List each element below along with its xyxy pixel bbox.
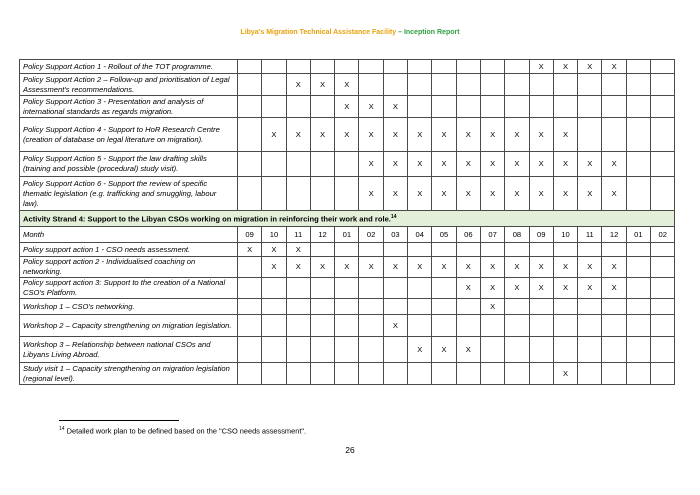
- schedule-cell: X: [383, 315, 407, 337]
- schedule-cell: [286, 60, 310, 74]
- schedule-cell: [651, 177, 675, 211]
- schedule-cell: [262, 278, 286, 299]
- schedule-cell: [310, 60, 334, 74]
- month-cell: 11: [286, 227, 310, 243]
- schedule-cell: [262, 96, 286, 118]
- schedule-cell: X: [359, 118, 383, 152]
- schedule-cell: [359, 243, 383, 257]
- schedule-cell: [359, 74, 383, 96]
- schedule-cell: [335, 60, 359, 74]
- schedule-cell: [626, 96, 650, 118]
- schedule-cell: [651, 96, 675, 118]
- schedule-cell: [262, 177, 286, 211]
- schedule-cell: [238, 60, 262, 74]
- month-cell: 02: [359, 227, 383, 243]
- page-number: 26: [345, 445, 355, 455]
- schedule-cell: [651, 243, 675, 257]
- schedule-cell: X: [310, 118, 334, 152]
- schedule-cell: [310, 177, 334, 211]
- schedule-cell: X: [262, 118, 286, 152]
- schedule-cell: [651, 60, 675, 74]
- schedule-cell: X: [578, 152, 602, 177]
- month-cell: 03: [383, 227, 407, 243]
- schedule-cell: X: [408, 118, 432, 152]
- schedule-cell: [505, 337, 529, 363]
- cso-action-row: [20, 315, 675, 337]
- schedule-cell: [651, 315, 675, 337]
- schedule-cell: [383, 243, 407, 257]
- schedule-cell: [432, 278, 456, 299]
- schedule-cell: [578, 337, 602, 363]
- schedule-cell: [626, 243, 650, 257]
- schedule-cell: X: [529, 278, 553, 299]
- schedule-cell: X: [359, 152, 383, 177]
- schedule-cell: [335, 243, 359, 257]
- schedule-cell: [578, 118, 602, 152]
- action-label: Workshop 3 – Relationship between national CSOs and Libyans Living Abroad.: [20, 337, 238, 363]
- activity-strand-row: [20, 211, 675, 227]
- action-label: Workshop 1 – CSO's networking.: [20, 299, 238, 315]
- schedule-cell: X: [505, 118, 529, 152]
- schedule-cell: [505, 60, 529, 74]
- schedule-cell: X: [310, 74, 334, 96]
- schedule-cell: [286, 278, 310, 299]
- schedule-cell: [602, 74, 626, 96]
- month-cell: 04: [408, 227, 432, 243]
- schedule-cell: [432, 60, 456, 74]
- schedule-cell: [359, 337, 383, 363]
- month-cell: 08: [505, 227, 529, 243]
- schedule-cell: [408, 60, 432, 74]
- cso-action-row: [20, 243, 675, 257]
- action-label: Policy Support Action 5 - Support the law drafting skills (training and possible (procedural) study visit).: [20, 152, 238, 177]
- page-header: [0, 29, 700, 36]
- schedule-cell: [310, 278, 334, 299]
- schedule-cell: [238, 177, 262, 211]
- schedule-cell: X: [335, 96, 359, 118]
- schedule-cell: [456, 315, 480, 337]
- schedule-cell: X: [335, 118, 359, 152]
- schedule-cell: [359, 60, 383, 74]
- schedule-cell: [335, 337, 359, 363]
- footnote-divider: [59, 420, 179, 421]
- activity-strand-title: [20, 211, 675, 227]
- action-label: Workshop 2 – Capacity strengthening on migration legislation.: [20, 315, 238, 337]
- schedule-cell: X: [505, 152, 529, 177]
- schedule-cell: [432, 299, 456, 315]
- schedule-cell: X: [505, 257, 529, 278]
- schedule-cell: [602, 337, 626, 363]
- schedule-cell: [310, 315, 334, 337]
- schedule-cell: X: [480, 152, 504, 177]
- policy-action-row: [20, 118, 675, 152]
- schedule-cell: [651, 152, 675, 177]
- policy-action-row: [20, 60, 675, 74]
- schedule-cell: X: [432, 177, 456, 211]
- schedule-cell: [626, 257, 650, 278]
- schedule-cell: X: [262, 257, 286, 278]
- work-plan-table: [19, 59, 675, 385]
- month-cell: 06: [456, 227, 480, 243]
- schedule-cell: [553, 299, 577, 315]
- month-cell: 12: [310, 227, 334, 243]
- cso-action-row: [20, 363, 675, 385]
- schedule-cell: [238, 337, 262, 363]
- schedule-cell: [602, 96, 626, 118]
- month-cell: 05: [432, 227, 456, 243]
- schedule-cell: X: [262, 243, 286, 257]
- schedule-cell: X: [286, 243, 310, 257]
- action-label: Policy Support Action 3 - Presentation and analysis of international standards as regards migration.: [20, 96, 238, 118]
- schedule-cell: [286, 96, 310, 118]
- schedule-cell: X: [553, 177, 577, 211]
- schedule-cell: X: [480, 278, 504, 299]
- schedule-cell: X: [335, 257, 359, 278]
- schedule-cell: X: [505, 177, 529, 211]
- schedule-cell: [359, 363, 383, 385]
- schedule-cell: X: [432, 118, 456, 152]
- action-label: Policy support action 2 - Individualised coaching on networking.: [20, 257, 238, 278]
- schedule-cell: [480, 96, 504, 118]
- schedule-cell: X: [456, 278, 480, 299]
- schedule-cell: [578, 299, 602, 315]
- schedule-cell: [529, 315, 553, 337]
- schedule-cell: [651, 363, 675, 385]
- schedule-cell: [383, 60, 407, 74]
- schedule-cell: X: [480, 177, 504, 211]
- schedule-cell: X: [480, 299, 504, 315]
- schedule-cell: [408, 96, 432, 118]
- month-cell: 11: [578, 227, 602, 243]
- schedule-cell: [262, 315, 286, 337]
- schedule-cell: [286, 299, 310, 315]
- month-cell: 07: [480, 227, 504, 243]
- schedule-cell: [310, 96, 334, 118]
- schedule-cell: X: [383, 177, 407, 211]
- schedule-cell: [480, 74, 504, 96]
- schedule-cell: [432, 243, 456, 257]
- schedule-cell: [456, 60, 480, 74]
- schedule-cell: [383, 363, 407, 385]
- schedule-cell: [383, 299, 407, 315]
- schedule-cell: [238, 152, 262, 177]
- schedule-cell: [626, 299, 650, 315]
- schedule-cell: [651, 337, 675, 363]
- action-label: Policy support action 3: Support to the creation of a National CSO's Platform.: [20, 278, 238, 299]
- schedule-cell: [553, 337, 577, 363]
- schedule-cell: [335, 152, 359, 177]
- month-cell: 10: [262, 227, 286, 243]
- schedule-cell: [602, 243, 626, 257]
- schedule-cell: [286, 315, 310, 337]
- schedule-cell: X: [529, 257, 553, 278]
- schedule-cell: X: [383, 96, 407, 118]
- schedule-cell: X: [529, 177, 553, 211]
- schedule-cell: [480, 60, 504, 74]
- month-cell: 10: [553, 227, 577, 243]
- schedule-cell: X: [408, 152, 432, 177]
- schedule-cell: [626, 118, 650, 152]
- schedule-cell: [262, 152, 286, 177]
- schedule-cell: X: [602, 278, 626, 299]
- schedule-cell: [626, 337, 650, 363]
- schedule-cell: [335, 315, 359, 337]
- schedule-cell: X: [456, 337, 480, 363]
- schedule-cell: [408, 315, 432, 337]
- schedule-cell: [383, 337, 407, 363]
- schedule-cell: X: [359, 96, 383, 118]
- schedule-cell: [578, 315, 602, 337]
- schedule-cell: X: [529, 60, 553, 74]
- schedule-cell: [408, 299, 432, 315]
- schedule-cell: [359, 315, 383, 337]
- cso-action-row: [20, 257, 675, 278]
- schedule-cell: [602, 363, 626, 385]
- schedule-cell: [529, 243, 553, 257]
- schedule-cell: [480, 243, 504, 257]
- schedule-cell: [505, 96, 529, 118]
- schedule-cell: X: [553, 60, 577, 74]
- footnote-number: 14: [59, 426, 65, 432]
- policy-action-row: [20, 152, 675, 177]
- schedule-cell: [602, 299, 626, 315]
- schedule-cell: [286, 152, 310, 177]
- schedule-cell: [286, 363, 310, 385]
- schedule-cell: [310, 152, 334, 177]
- schedule-cell: X: [578, 177, 602, 211]
- schedule-cell: [238, 118, 262, 152]
- schedule-cell: X: [359, 257, 383, 278]
- strand-title-text: Activity Strand 4: Support to the Libyan CSOs working on migration in reinforcing their work and role.: [23, 214, 391, 224]
- schedule-cell: X: [456, 152, 480, 177]
- schedule-cell: [553, 96, 577, 118]
- action-label: Policy Support Action 2 – Follow-up and prioritisation of Legal Assessment's recommendations.: [20, 74, 238, 96]
- schedule-cell: [408, 278, 432, 299]
- schedule-cell: [408, 74, 432, 96]
- schedule-cell: [335, 299, 359, 315]
- schedule-cell: [626, 278, 650, 299]
- schedule-cell: X: [480, 257, 504, 278]
- schedule-cell: [529, 299, 553, 315]
- policy-action-row: [20, 74, 675, 96]
- schedule-cell: [651, 299, 675, 315]
- schedule-cell: [335, 278, 359, 299]
- schedule-cell: [456, 299, 480, 315]
- schedule-cell: [529, 363, 553, 385]
- schedule-cell: [238, 74, 262, 96]
- schedule-cell: [505, 363, 529, 385]
- schedule-cell: [238, 96, 262, 118]
- schedule-cell: X: [310, 257, 334, 278]
- header-separator: –: [396, 29, 404, 36]
- schedule-cell: [262, 337, 286, 363]
- schedule-cell: [651, 118, 675, 152]
- schedule-cell: [335, 177, 359, 211]
- schedule-cell: [626, 363, 650, 385]
- schedule-cell: X: [408, 257, 432, 278]
- schedule-cell: X: [456, 118, 480, 152]
- month-cell: 02: [651, 227, 675, 243]
- schedule-cell: [505, 315, 529, 337]
- schedule-cell: X: [383, 257, 407, 278]
- schedule-cell: X: [553, 278, 577, 299]
- schedule-cell: X: [383, 152, 407, 177]
- schedule-cell: X: [529, 118, 553, 152]
- schedule-cell: X: [602, 60, 626, 74]
- schedule-cell: X: [432, 257, 456, 278]
- schedule-cell: [238, 299, 262, 315]
- schedule-cell: [456, 243, 480, 257]
- schedule-cell: [529, 337, 553, 363]
- schedule-cell: [408, 363, 432, 385]
- schedule-cell: [432, 363, 456, 385]
- month-header-row: [20, 227, 675, 243]
- schedule-cell: X: [553, 363, 577, 385]
- footnote-text: Detailed work plan to be defined based on the "CSO needs assessment".: [64, 426, 307, 436]
- schedule-cell: [262, 74, 286, 96]
- schedule-cell: X: [286, 257, 310, 278]
- schedule-cell: [456, 96, 480, 118]
- schedule-cell: [238, 278, 262, 299]
- schedule-cell: [432, 315, 456, 337]
- schedule-cell: [383, 74, 407, 96]
- schedule-cell: X: [335, 74, 359, 96]
- schedule-cell: [262, 363, 286, 385]
- action-label: Policy Support Action 1 - Rollout of the TOT programme.: [20, 60, 238, 74]
- month-cell: 09: [238, 227, 262, 243]
- schedule-cell: [529, 74, 553, 96]
- schedule-cell: [578, 96, 602, 118]
- schedule-cell: [456, 363, 480, 385]
- schedule-cell: [262, 60, 286, 74]
- cso-action-row: [20, 299, 675, 315]
- action-label: Policy Support Action 6 - Support the review of specific thematic legislation (e.g. trafficking and smuggling, labour law).: [20, 177, 238, 211]
- schedule-cell: [553, 243, 577, 257]
- schedule-cell: [310, 243, 334, 257]
- month-label: Month: [20, 227, 238, 243]
- schedule-cell: [651, 74, 675, 96]
- schedule-cell: X: [602, 177, 626, 211]
- action-label: Policy support action 1 - CSO needs assessment.: [20, 243, 238, 257]
- footnote-reference: 14: [390, 214, 397, 221]
- policy-action-row: [20, 177, 675, 211]
- schedule-cell: [238, 315, 262, 337]
- schedule-cell: [432, 96, 456, 118]
- schedule-cell: [310, 337, 334, 363]
- schedule-cell: X: [408, 337, 432, 363]
- schedule-cell: [286, 177, 310, 211]
- schedule-cell: [359, 278, 383, 299]
- schedule-cell: [578, 243, 602, 257]
- schedule-cell: X: [456, 257, 480, 278]
- schedule-cell: [505, 299, 529, 315]
- schedule-cell: [553, 315, 577, 337]
- schedule-cell: X: [238, 243, 262, 257]
- schedule-cell: X: [578, 278, 602, 299]
- schedule-cell: [651, 278, 675, 299]
- schedule-cell: X: [383, 118, 407, 152]
- schedule-cell: [626, 60, 650, 74]
- cso-action-row: [20, 337, 675, 363]
- schedule-cell: X: [456, 177, 480, 211]
- schedule-cell: [310, 363, 334, 385]
- header-title: Libya's Migration Technical Assistance Facility: [240, 29, 397, 36]
- schedule-cell: [505, 74, 529, 96]
- schedule-cell: [626, 315, 650, 337]
- schedule-cell: [238, 257, 262, 278]
- schedule-cell: [626, 74, 650, 96]
- schedule-cell: [602, 118, 626, 152]
- schedule-cell: [335, 363, 359, 385]
- schedule-cell: [480, 337, 504, 363]
- schedule-cell: X: [553, 152, 577, 177]
- schedule-cell: X: [553, 118, 577, 152]
- schedule-cell: [359, 299, 383, 315]
- policy-action-row: [20, 96, 675, 118]
- schedule-cell: [553, 74, 577, 96]
- schedule-cell: [480, 363, 504, 385]
- schedule-cell: X: [578, 60, 602, 74]
- schedule-cell: [626, 152, 650, 177]
- schedule-cell: [529, 96, 553, 118]
- schedule-cell: X: [432, 152, 456, 177]
- schedule-cell: [602, 315, 626, 337]
- schedule-cell: [651, 257, 675, 278]
- month-cell: 12: [602, 227, 626, 243]
- schedule-cell: X: [480, 118, 504, 152]
- schedule-cell: X: [529, 152, 553, 177]
- schedule-cell: [480, 315, 504, 337]
- schedule-cell: X: [553, 257, 577, 278]
- schedule-cell: [626, 177, 650, 211]
- schedule-cell: X: [359, 177, 383, 211]
- schedule-cell: [238, 363, 262, 385]
- month-cell: 01: [626, 227, 650, 243]
- schedule-cell: [310, 299, 334, 315]
- schedule-cell: [505, 243, 529, 257]
- month-cell: 09: [529, 227, 553, 243]
- schedule-cell: X: [578, 257, 602, 278]
- schedule-cell: [408, 243, 432, 257]
- schedule-cell: X: [432, 337, 456, 363]
- schedule-cell: X: [286, 74, 310, 96]
- schedule-cell: [578, 74, 602, 96]
- schedule-cell: X: [602, 152, 626, 177]
- month-cell: 01: [335, 227, 359, 243]
- schedule-cell: [432, 74, 456, 96]
- schedule-cell: [286, 337, 310, 363]
- cso-action-row: [20, 278, 675, 299]
- schedule-cell: X: [505, 278, 529, 299]
- schedule-cell: X: [602, 257, 626, 278]
- header-subtitle: Inception Report: [403, 29, 460, 36]
- schedule-cell: [262, 299, 286, 315]
- schedule-cell: [456, 74, 480, 96]
- schedule-cell: X: [408, 177, 432, 211]
- schedule-cell: [578, 363, 602, 385]
- schedule-cell: X: [286, 118, 310, 152]
- footnote: [59, 426, 306, 435]
- action-label: Policy Support Action 4 - Support to HoR Research Centre (creation of database on legal literature on migration).: [20, 118, 238, 152]
- schedule-cell: [383, 278, 407, 299]
- action-label: Study visit 1 – Capacity strengthening on migration legislation (regional level).: [20, 363, 238, 385]
